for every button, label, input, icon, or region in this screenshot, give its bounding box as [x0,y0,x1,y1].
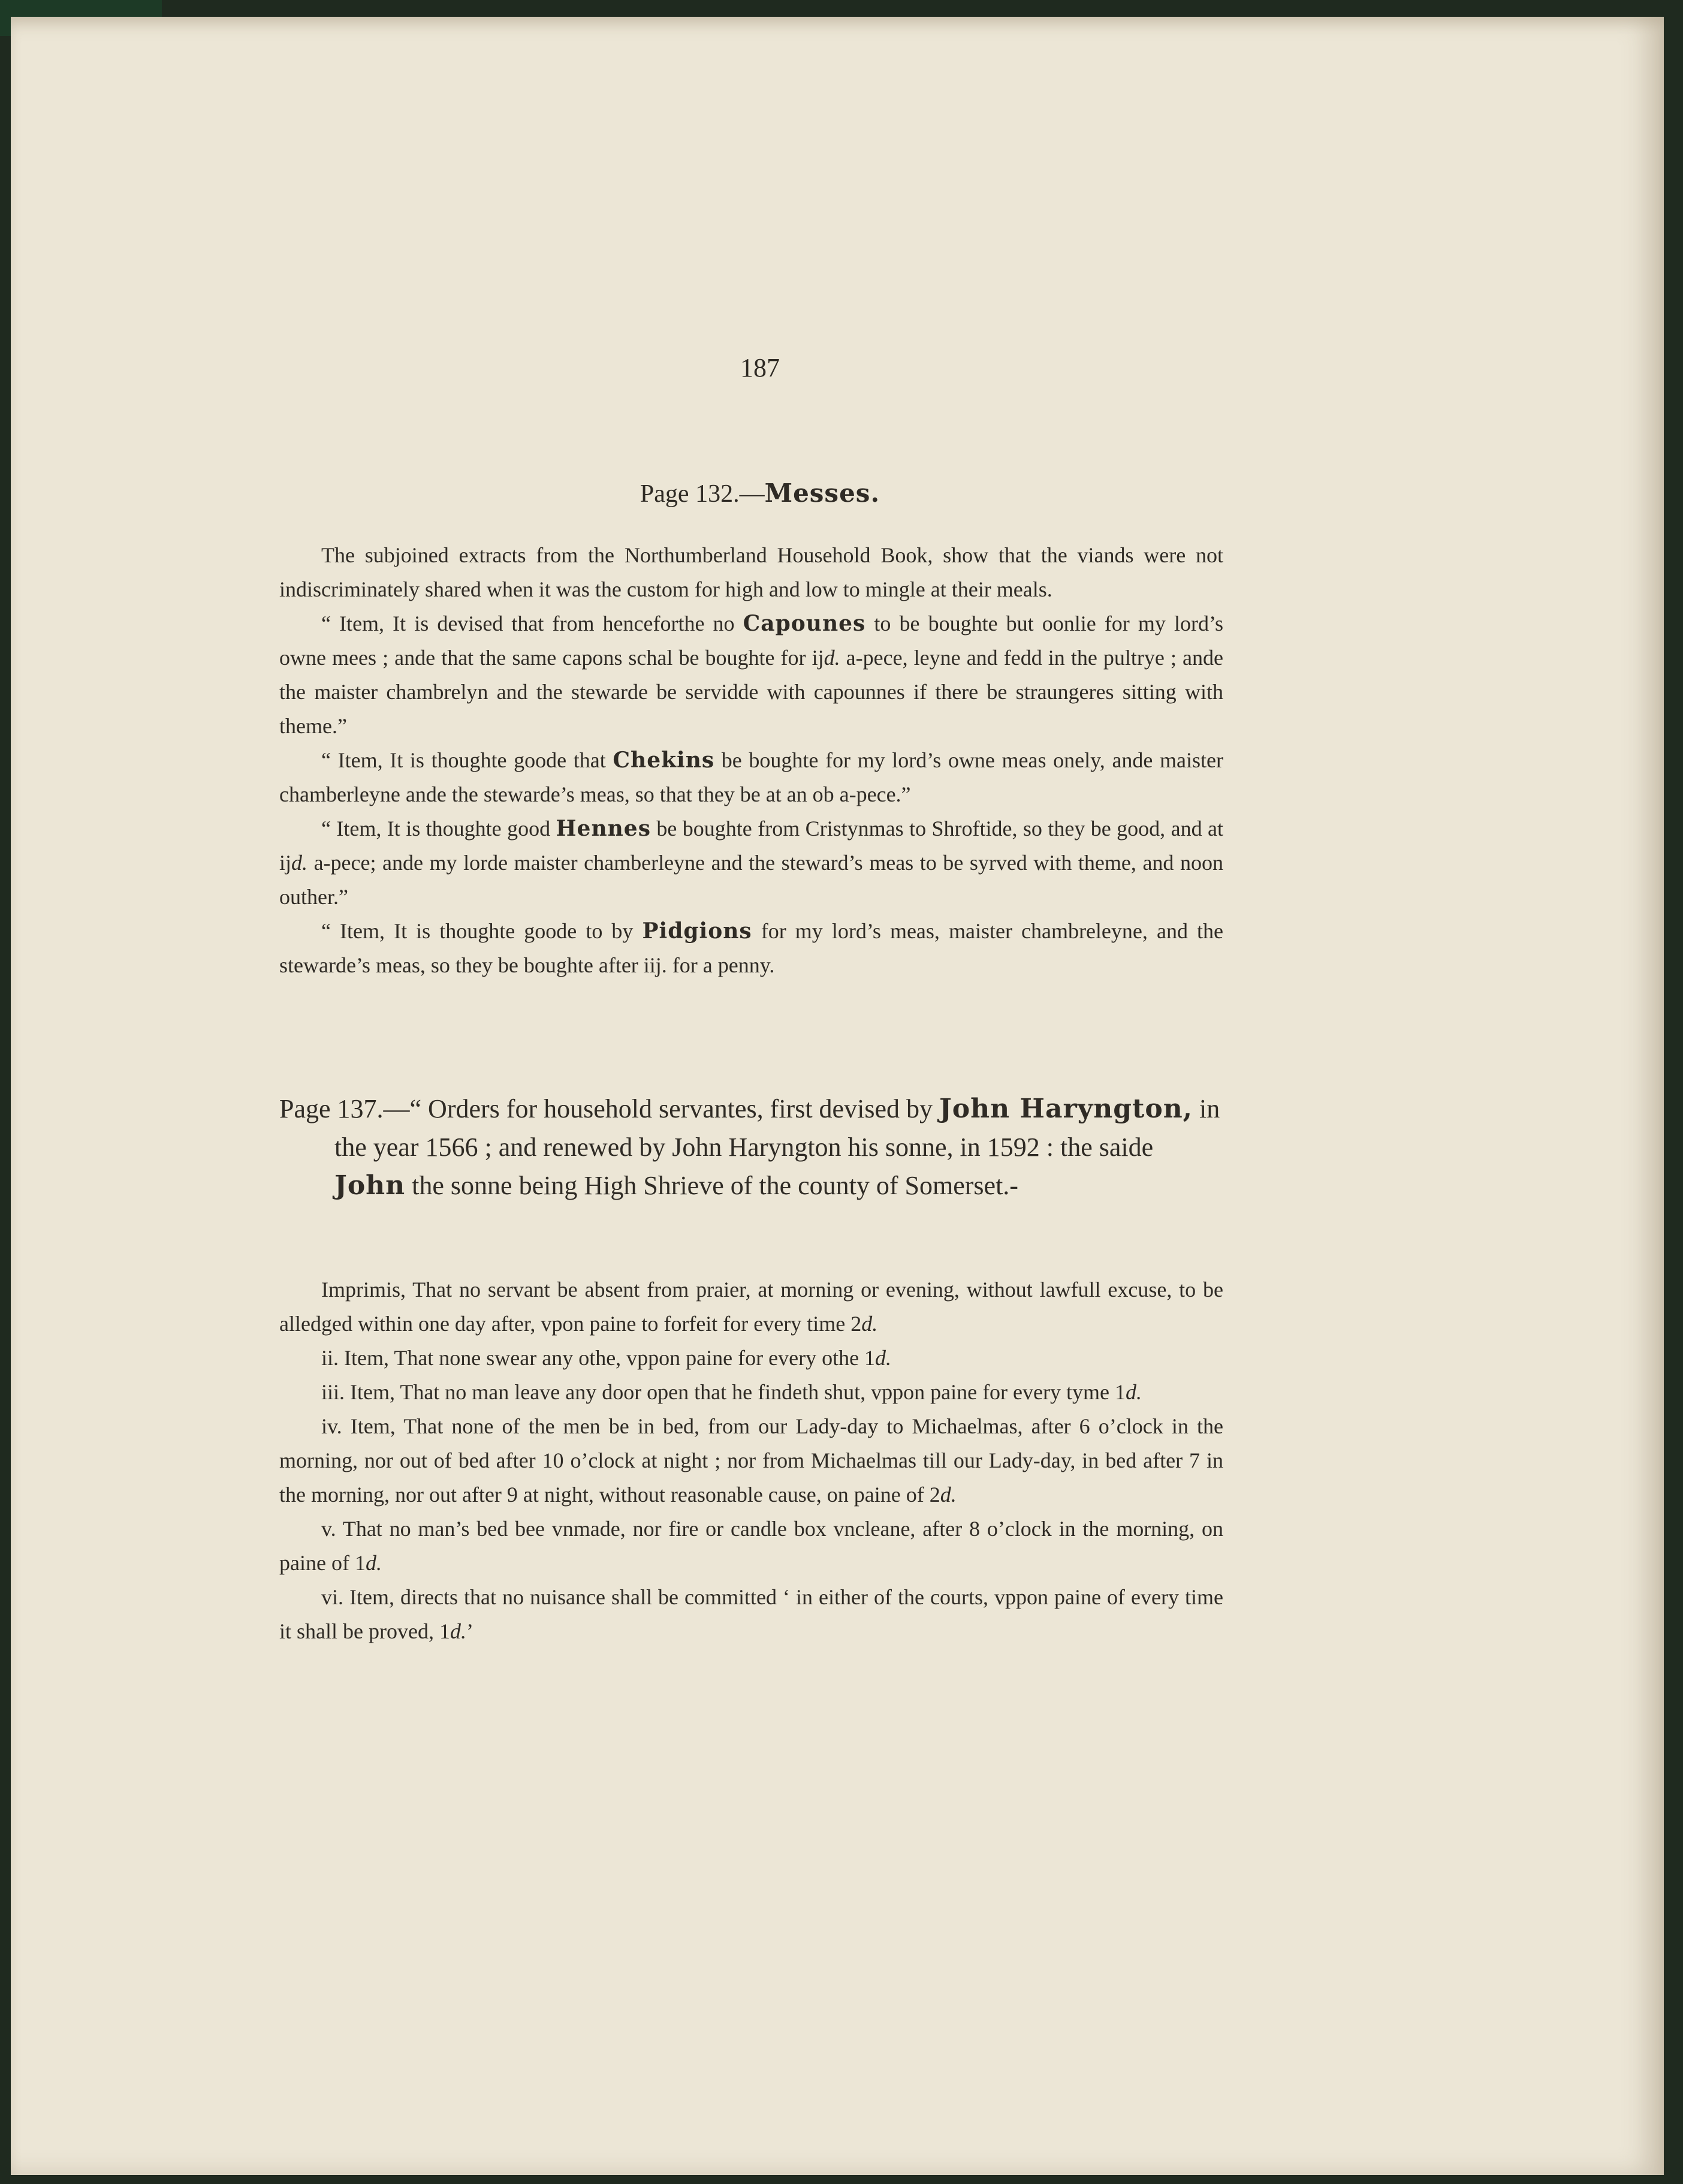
order-italic-abbrev: d. [940,1483,957,1507]
order-item [279,1580,1223,1649]
order-italic-abbrev: d. [365,1551,382,1575]
orders-blackletter-name: John Haryngton, [939,1093,1193,1124]
orders-heading-text: in the year 1566 ; and renewed by John Haryngton his sonne, in 1592 : the saide [334,1094,1220,1162]
order-tail: ’ [466,1619,473,1643]
item-paragraph [279,743,1223,812]
orders-heading-text: Page 137.—“ Orders for household servantes, first devised by [279,1094,939,1123]
item-paragraph [279,607,1223,743]
order-text: Imprimis, That no servant be absent from praier, at morning or evening, without lawfull excuse, to be alledged within one day after, vpon paine to forfeit for every time 2 [279,1278,1223,1336]
item-blackletter-word: Hennes [556,816,651,841]
item-paragraph [279,914,1223,983]
item-text: a-pece, leyne and fedd in the pultrye ; ande the maister chambrelyn and the stewarde be servidde with capounnes if there be straungeres sitting with theme.” [279,646,1223,738]
item-blackletter-word: Capounes [743,611,866,636]
item-text: “ Item, It is thoughte good [321,817,556,841]
item-paragraph [279,812,1223,914]
item-text: to be boughte but oonlie for my lord’s owne mees ; ande that the same capons schal be boughte for ij [279,611,1223,670]
item-text: “ Item, It is thoughte goode that [321,748,613,772]
order-item [279,1512,1223,1580]
order-item [279,1341,1223,1375]
order-item [279,1273,1223,1341]
order-text: iv. Item, That none of the men be in bed, from our Lady-day to Michaelmas, after 6 o’clock in the morning, nor out of bed after 10 o’clock at night ; nor from Michaelmas till our Lady-day, in bed after 7 in the morning, nor out after 9 at night, without reasonable cause, on paine of 2 [279,1414,1223,1507]
heading-prefix: Page 132.— [640,480,765,508]
orders-heading-text: the sonne being High Shrieve of the county of Somerset.- [405,1171,1018,1200]
item-text: “ Item, It is devised that from henceforthe no [321,611,743,635]
item-italic-abbrev: d. [824,646,840,670]
order-text: iii. Item, That no man leave any door open that he findeth shut, vppon paine for every tyme 1 [321,1380,1126,1404]
order-item [279,1375,1223,1409]
order-italic-abbrev: d. [450,1619,466,1643]
item-italic-abbrev: d. [291,851,308,875]
item-blackletter-word: Chekins [613,748,715,773]
item-blackletter-word: Pidgions [642,918,752,944]
orders-list [279,1273,1223,1649]
item-text: for my lord’s meas, maister chambreleyne, and the stewarde’s meas, so they be boughte after iij. for a penny. [279,919,1223,977]
page-number: 187 [740,353,780,382]
orders-heading [279,1090,1223,1205]
item-text: a-pece; ande my lorde maister chamberleyne and the steward’s meas to be syrved with theme, and noon outher.” [279,851,1223,909]
heading-blackletter: Messes. [764,478,880,508]
order-italic-abbrev: d. [1125,1380,1142,1404]
order-italic-abbrev: d. [875,1346,892,1370]
book-page [11,17,1664,2175]
messes-text-block [279,538,1223,983]
item-text: be boughte for my lord’s owne meas onely, ande maister chamberleyne ande the stewarde’s meas, so that they be at an ob a-pece.” [279,748,1223,806]
orders-heading-block [279,1090,1223,1205]
order-text: vi. Item, directs that no nuisance shall be committed ‘ in either of the courts, vppon paine of every time it shall be proved, 1 [279,1585,1223,1643]
item-text: be boughte from Cristynmas to Shroftide, so they be good, and at ij [279,817,1223,875]
order-text: v. That no man’s bed bee vnmade, nor fire or candle box vncleane, after 8 o’clock in the morning, on paine of 1 [279,1517,1223,1575]
section-heading-messes [11,478,1509,508]
order-italic-abbrev: d. [861,1312,878,1336]
order-text: ii. Item, That none swear any othe, vppon paine for every othe 1 [321,1346,876,1370]
order-item [279,1409,1223,1512]
orders-blackletter-name: John [334,1170,406,1201]
intro-paragraph: The subjoined extracts from the Northumberland Household Book, show that the viands were not indiscriminately shared when it was the custom for high and low to mingle at their meals. [279,543,1223,601]
item-text: “ Item, It is thoughte goode to by [321,919,643,943]
